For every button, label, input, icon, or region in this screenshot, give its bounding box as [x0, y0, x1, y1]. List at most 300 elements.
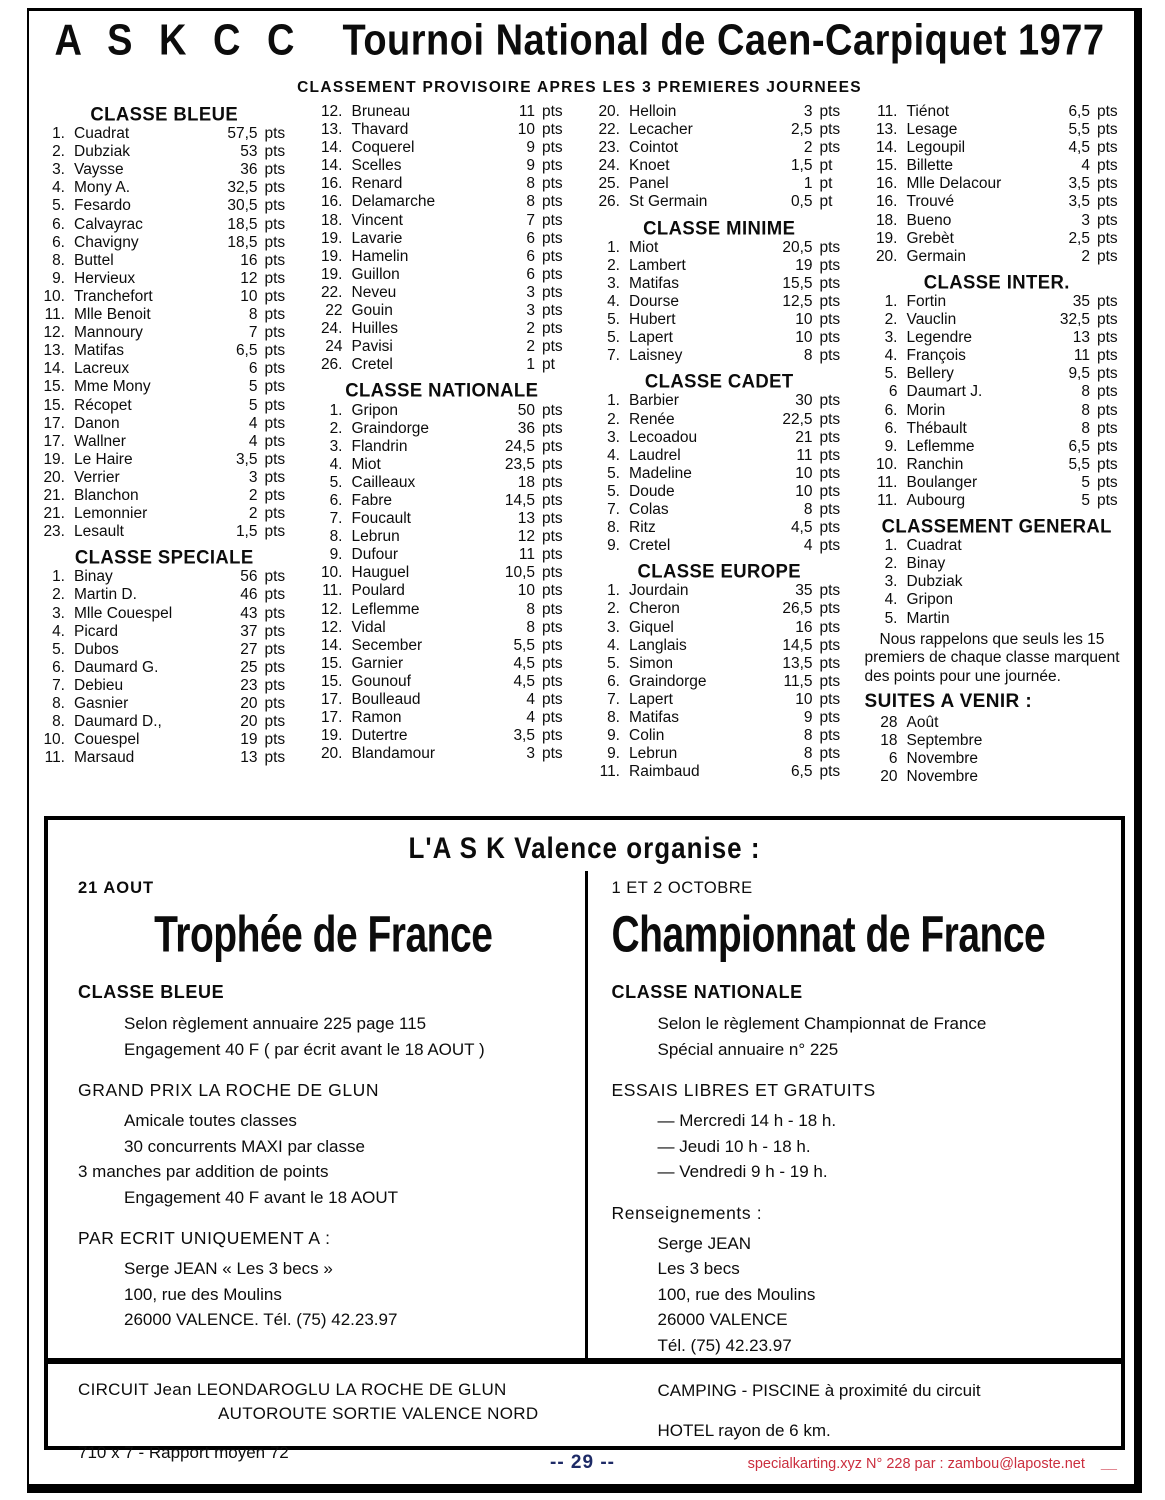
standings-row — [865, 103, 1130, 121]
ad-circuit-note: 710 x 7 - Rapport moyen 72 — [78, 1443, 289, 1462]
standings-unit: pts — [1097, 292, 1118, 310]
page-subtitle: CLASSEMENT PROVISOIRE APRES LES 3 PREMIERES JOURNEES — [297, 79, 862, 96]
standings-points: 32,5 — [227, 179, 258, 197]
standings-points: 3 — [803, 103, 813, 120]
standings-row — [32, 270, 297, 288]
standings-unit: pts — [1097, 193, 1118, 211]
standings-points: 37 — [240, 622, 258, 640]
standings-unit: pts — [264, 604, 286, 622]
standings-points: 2 — [1081, 247, 1090, 265]
standings-name: Legoupil — [906, 139, 966, 157]
standings-unit: pts — [542, 302, 563, 320]
standings-name: Billette — [906, 157, 954, 175]
standings-row — [865, 139, 1130, 157]
standings-unit: pts — [819, 763, 841, 781]
standings-name: Secember — [351, 636, 423, 654]
standings-name: Lecoadou — [629, 428, 698, 446]
standings-rank: 1. — [52, 568, 65, 586]
standings-unit — [1097, 750, 1129, 768]
standings-name: Madeline — [629, 464, 692, 482]
standings-row — [32, 487, 297, 505]
standings-unit: pts — [1097, 139, 1118, 157]
ad-left-gp-line-flush: 3 manches par addition de points — [78, 1162, 329, 1181]
standings-unit: pt — [819, 157, 833, 175]
standings-unit: pts — [264, 414, 286, 432]
standings-name: Guillon — [351, 265, 400, 283]
standings-row — [310, 601, 575, 619]
standings-rank: 8. — [52, 251, 65, 269]
standings-rank: 16. — [320, 175, 343, 193]
ad-left-contact-lines — [78, 1256, 569, 1333]
standings-points: 6 — [526, 265, 535, 283]
standings-row — [865, 212, 1130, 230]
standings-rank: 19. — [320, 265, 343, 283]
standings-name: Calvayrac — [74, 215, 143, 233]
standings-points: 1,5 — [235, 523, 258, 541]
standings-unit: pts — [542, 727, 563, 745]
standings-points: 10 — [795, 329, 813, 347]
standings-rank: 20 — [880, 767, 898, 785]
standings-unit: pts — [264, 269, 286, 287]
standings-name: Mannoury — [74, 324, 143, 342]
standings-rank: 25. — [598, 175, 620, 193]
standings-unit: pts — [542, 437, 563, 455]
standings-rank: 6. — [52, 658, 65, 676]
standings-points: 8 — [1081, 401, 1090, 419]
standings-row — [310, 157, 575, 175]
standings-row — [587, 429, 852, 447]
standings-name: Hamelin — [351, 247, 409, 265]
standings-unit: pts — [264, 658, 286, 676]
standings-unit — [1097, 555, 1129, 573]
standings-name: Daumard D., — [74, 713, 162, 731]
standings-points: 16 — [795, 618, 813, 636]
standings-row — [865, 420, 1130, 438]
standings-rank: 2. — [52, 586, 65, 604]
standings-points: 4 — [526, 691, 535, 708]
standings-row — [32, 415, 297, 433]
standings-points: 21 — [795, 428, 813, 446]
standings-points: 8 — [803, 727, 813, 745]
standings-row — [865, 750, 1130, 768]
standings-rank: 13. — [875, 121, 898, 139]
standings-points: 3 — [526, 283, 535, 301]
standings-row — [32, 360, 297, 378]
standings-unit: pts — [1097, 473, 1118, 491]
standings-row — [587, 347, 852, 365]
standings-name: Dubos — [74, 640, 119, 658]
standings-points: 5,5 — [1068, 455, 1090, 473]
standings-row — [865, 537, 1130, 555]
standings-unit: pts — [819, 103, 841, 120]
standings-rank: 26. — [598, 193, 620, 211]
standings-row — [587, 519, 852, 537]
standings-name: Colin — [629, 727, 665, 745]
standings-unit: pts — [542, 491, 563, 509]
standings-points: 46 — [240, 586, 258, 604]
standings-rank: 3. — [607, 618, 620, 636]
standings-name: Bueno — [906, 211, 952, 229]
standings-rank: 28 — [880, 713, 898, 731]
standings-points: 57,5 — [227, 125, 258, 143]
ad-text-line: 100, rue des Moulins — [657, 1284, 816, 1304]
standings-points: 18,5 — [227, 233, 258, 251]
standings-unit: pts — [819, 672, 841, 690]
class-section-title: CLASSE MINIME — [643, 216, 796, 239]
standings-name: Récopet — [74, 396, 132, 414]
standings-name: Miot — [351, 455, 381, 473]
standings-name: Lapert — [629, 329, 673, 347]
class-section-title: CLASSE CADET — [644, 369, 794, 392]
standings-rank: 4. — [52, 622, 65, 640]
standings-rank: 2. — [607, 600, 620, 618]
standings-points: 4 — [526, 709, 535, 727]
standings-rank: 21. — [43, 486, 65, 504]
standings-row — [865, 555, 1130, 573]
standings-points: 30,5 — [227, 197, 258, 215]
standings-unit: pts — [542, 157, 563, 175]
standings-rank: 2. — [884, 555, 898, 573]
standings-rank: 11. — [322, 582, 343, 600]
standings-points: 10 — [795, 690, 813, 708]
ad-text-line: Tél. (75) 42.23.97 — [657, 1335, 792, 1355]
standings-name: Hervieux — [74, 269, 136, 287]
standings-row — [310, 727, 575, 745]
standings-points: 3 — [526, 302, 535, 320]
page-number: -- 29 -- — [550, 1452, 615, 1473]
standings-name: Grebèt — [906, 229, 954, 247]
standings-points: 43 — [240, 604, 258, 622]
standings-name: Coquerel — [351, 139, 415, 157]
standings-row — [587, 709, 852, 727]
standings-rank: 1. — [607, 238, 620, 256]
standings-points — [1046, 732, 1090, 750]
standings-name: Simon — [629, 654, 673, 672]
standings-points: 8 — [803, 347, 813, 365]
standings-row — [310, 284, 575, 302]
standings-name: Bruneau — [351, 103, 411, 120]
standings-name: Gripon — [906, 591, 954, 609]
standings-unit: pts — [542, 654, 563, 672]
standings-rank: 19. — [320, 727, 343, 745]
standings-name: Buttel — [74, 251, 114, 269]
standings-rank: 5. — [329, 473, 343, 491]
standings-rank: 11. — [44, 306, 65, 324]
standings-row — [32, 397, 297, 415]
standings-rank: 12. — [320, 600, 343, 618]
standings-name: Lebrun — [629, 745, 678, 763]
standings-row — [310, 637, 575, 655]
standings-points: 8 — [1081, 419, 1090, 437]
standings-name: Tranchefort — [74, 287, 153, 305]
standings-unit: pts — [264, 360, 286, 378]
standings-points: 35 — [795, 582, 813, 600]
standings-points: 10 — [795, 482, 813, 500]
standings-row — [310, 356, 575, 374]
standings-points: 3,5 — [1068, 175, 1090, 193]
standings-unit — [1097, 610, 1129, 628]
standings-unit: pts — [542, 229, 563, 247]
standings-points: 8 — [1081, 383, 1090, 401]
standings-row — [310, 546, 575, 564]
standings-row — [310, 230, 575, 248]
ad-text-line: — Mercredi 14 h - 18 h. — [657, 1111, 837, 1130]
standings-name: Laudrel — [629, 446, 681, 464]
standings-name: Fabre — [351, 491, 392, 509]
standings-row — [32, 378, 297, 396]
standings-row — [865, 610, 1130, 628]
standings-rank: 10. — [43, 731, 65, 749]
ad-left-class-heading: CLASSE BLEUE — [78, 982, 225, 1002]
standings-points: 2 — [526, 338, 535, 356]
standings-rank: 8. — [52, 695, 65, 712]
standings-rank: 14. — [320, 157, 343, 175]
standings-name: Cuadrat — [74, 125, 130, 143]
standings-rank: 11. — [877, 103, 898, 120]
standings-name: Septembre — [906, 731, 983, 749]
standings-row — [587, 239, 852, 257]
standings-points: 9 — [526, 157, 535, 175]
ad-amenities-lines — [658, 1378, 1095, 1443]
standings-rank: 6. — [884, 419, 898, 437]
class-section-title: SUITES A VENIR : — [864, 691, 1033, 713]
ad-text-line: Selon règlement annuaire 225 page 115 — [124, 1014, 427, 1033]
standings-unit: pts — [819, 618, 841, 636]
standings-row — [32, 586, 297, 604]
standings-name: Binay — [74, 568, 113, 586]
standings-points: 1 — [803, 175, 813, 193]
standings-name: Mme Mony — [74, 378, 151, 396]
standings-row — [310, 673, 575, 691]
standings-unit: pts — [819, 636, 841, 654]
standings-unit: pts — [819, 690, 841, 708]
standings-name: Flandrin — [351, 437, 408, 455]
standings-name: Neveu — [351, 283, 397, 301]
standings-name: Lavarie — [351, 229, 403, 247]
standings-unit: pts — [542, 121, 563, 139]
standings-points: 4 — [248, 414, 258, 432]
standings-unit — [1097, 573, 1129, 591]
standings-points: 3,5 — [1068, 193, 1090, 211]
standings-row — [865, 293, 1130, 311]
standings-rank: 3. — [52, 161, 65, 179]
standings-points: 8 — [526, 618, 535, 636]
standings-unit: pts — [542, 672, 563, 690]
standings-rank: 9. — [607, 537, 620, 555]
standings-rank: 1. — [607, 392, 620, 410]
standings-unit: pts — [819, 745, 841, 763]
standings-points — [1046, 610, 1090, 628]
standings-points: 53 — [240, 143, 258, 161]
standings-name: Colas — [629, 500, 669, 518]
standings-points: 7 — [526, 211, 535, 229]
standings-row — [32, 324, 297, 342]
standings-name: Hubert — [629, 311, 676, 329]
standings-name: Lambert — [629, 256, 686, 274]
ad-text-line: 26000 VALENCE. Tél. (75) 42.23.97 — [124, 1310, 398, 1329]
standings-points: 5 — [1081, 473, 1090, 491]
standings-rank: 4. — [52, 179, 65, 197]
standings-rank: 12. — [320, 103, 343, 120]
standings-points: 5 — [248, 378, 258, 396]
standings-unit: pts — [819, 392, 841, 410]
standings-unit: pts — [264, 568, 286, 586]
standings-row — [310, 438, 575, 456]
standings-name: Cretel — [629, 537, 671, 555]
standings-row — [310, 709, 575, 727]
standings-name: Gasnier — [74, 695, 129, 712]
page-title — [40, 17, 1119, 66]
standings-points: 4,5 — [1068, 139, 1090, 157]
standings-points: 20 — [240, 695, 258, 712]
standings-unit: pts — [819, 654, 841, 672]
standings-unit: pts — [1097, 365, 1118, 383]
standings-row — [32, 749, 297, 767]
standings-points: 23,5 — [504, 455, 535, 473]
standings-rank: 15. — [320, 672, 343, 690]
ad-text-line: CIRCUIT Jean LEONDAROGLU LA ROCHE DE GLUN — [78, 1380, 507, 1399]
standings-name: Mlle Couespel — [74, 604, 173, 622]
standings-row — [310, 582, 575, 600]
standings-row — [865, 402, 1130, 420]
standings-unit: pt — [819, 175, 833, 193]
standings-row — [865, 311, 1130, 329]
standings-unit: pts — [542, 582, 563, 600]
standings-unit: pts — [264, 342, 286, 360]
standings-points: 27 — [240, 640, 258, 658]
standings-name: François — [906, 347, 966, 365]
standings-row — [32, 216, 297, 234]
standings-rank: 18. — [320, 211, 343, 229]
standings-points: 2 — [526, 320, 535, 338]
standings-row — [587, 157, 852, 175]
standings-points: 9 — [803, 709, 813, 726]
standings-unit: pts — [819, 446, 841, 464]
standings-points — [1046, 714, 1090, 732]
ad-text-line: 100, rue des Moulins — [124, 1284, 282, 1304]
standings-rank: 11. — [599, 763, 620, 781]
standings-rank: 5. — [884, 365, 898, 383]
ad-text-line: — Vendredi 9 h - 19 h. — [657, 1162, 828, 1181]
standings-row — [865, 456, 1130, 474]
standings-name: Langlais — [629, 636, 687, 654]
ad-text-line: Serge JEAN « Les 3 becs » — [124, 1259, 333, 1278]
standings-rank: 6. — [52, 233, 65, 251]
standings-rank: 1. — [329, 401, 343, 419]
standings-name: Renée — [629, 410, 675, 428]
standings-unit: pts — [542, 564, 563, 582]
standings-name: Lacreux — [74, 360, 130, 378]
standings-column — [865, 103, 1130, 786]
standings-name: Lapert — [629, 690, 673, 708]
standings-points: 2 — [803, 139, 813, 157]
standings-points: 13 — [240, 749, 258, 767]
standings-name: Novembre — [906, 749, 978, 767]
standings-points: 26,5 — [782, 600, 813, 618]
standings-points — [1046, 537, 1090, 555]
standings-unit: pts — [264, 143, 286, 161]
standings-unit — [1097, 537, 1129, 555]
standings-points: 11,5 — [783, 672, 813, 690]
standings-row — [310, 121, 575, 139]
standings-unit: pts — [1097, 383, 1118, 401]
standings-rank: 2. — [607, 410, 620, 428]
standings-points: 2 — [248, 505, 258, 523]
standings-rank: 12. — [43, 324, 65, 342]
standings-unit: pts — [542, 103, 563, 120]
standings-row — [310, 193, 575, 211]
standings-points: 3,5 — [513, 727, 535, 745]
standings-row — [587, 447, 852, 465]
standings-unit: pts — [542, 455, 563, 473]
standings-name: Mony A. — [74, 179, 130, 197]
standings-name: Verrier — [74, 468, 120, 486]
standings-unit: pts — [1097, 247, 1118, 265]
standings-points: 2 — [248, 486, 258, 504]
standings-points: 35 — [1072, 292, 1090, 310]
standings-name: Cheron — [629, 600, 680, 618]
ad-text-line: Engagement 40 F ( par écrit avant le 18 AOUT ) — [124, 1039, 485, 1059]
standings-unit: pts — [819, 582, 841, 600]
standings-row — [310, 528, 575, 546]
standings-name: Dourse — [629, 292, 679, 310]
standings-column — [32, 103, 297, 786]
standings-row — [865, 573, 1130, 591]
ask-valence-ad-box — [44, 816, 1125, 1462]
footer-mark: __ — [1100, 1456, 1117, 1472]
standings-name: Bellery — [906, 365, 954, 383]
standings-points: 5 — [1081, 491, 1090, 509]
standings-name: Lebrun — [351, 528, 400, 546]
ad-text-line: Spécial annuaire n° 225 — [657, 1039, 839, 1059]
standings-unit: pts — [1097, 419, 1118, 437]
standings-row — [310, 691, 575, 709]
standings-name: Le Haire — [74, 450, 133, 468]
standings-unit: pts — [264, 640, 286, 658]
standings-unit: pts — [1097, 455, 1118, 473]
standings-name: Matifas — [74, 342, 124, 360]
standings-rank: 7. — [52, 676, 65, 694]
standings-row — [865, 714, 1130, 732]
standings-points: 10 — [795, 464, 813, 482]
class-section-title: CLASSE BLEUE — [90, 102, 239, 125]
standings-rank: 4. — [607, 292, 620, 310]
standings-row — [587, 275, 852, 293]
standings-row — [32, 234, 297, 252]
standings-name: Morin — [906, 401, 946, 419]
standings-unit: pts — [542, 193, 563, 211]
standings-rank: 9. — [329, 546, 343, 564]
standings-points — [1046, 768, 1090, 786]
standings-points: 11 — [518, 103, 535, 120]
standings-unit: pts — [264, 731, 286, 749]
standings-rank: 10. — [320, 564, 343, 582]
standings-points: 4 — [803, 537, 813, 555]
standings-row — [865, 383, 1130, 401]
standings-points: 8 — [803, 500, 813, 518]
ad-columns — [48, 871, 1121, 1358]
standings-rank: 6. — [884, 401, 898, 419]
standings-unit: pts — [819, 256, 841, 274]
ad-text-line: 30 concurrents MAXI par classe — [124, 1136, 365, 1156]
ad-left-column — [48, 871, 585, 1358]
standings-row — [587, 673, 852, 691]
standings-rank: 13. — [320, 121, 343, 139]
standings-rank: 3. — [607, 428, 620, 446]
standings-points: 4 — [1081, 157, 1090, 175]
standings-name: Debieu — [74, 676, 124, 694]
class-section-title: CLASSE SPECIALE — [74, 545, 254, 568]
